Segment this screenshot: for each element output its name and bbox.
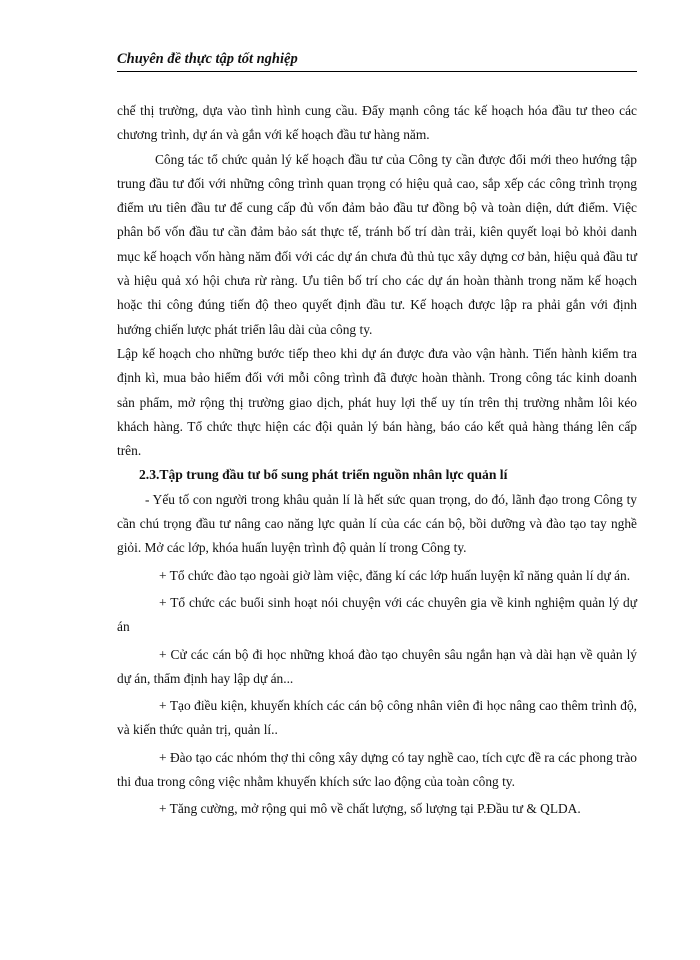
document-body: [117, 99, 637, 822]
bullet-item: + Tạo điều kiện, khuyến khích các cán bộ công nhân viên đi học nâng cao thêm trình độ, và kiến thức quản trị, quản lí..: [117, 698, 637, 738]
paragraph: - Yếu tố con người trong khâu quản lí là hết sức quan trọng, do đó, lãnh đạo trong Công ty cần chú trọng đầu tư nâng cao năng lực quản lí của các cán bộ, bồi dưỡng và đào tạo tay nghề giỏi. Mở các lớp, khóa huấn luyện trình độ quản lí trong Công ty.: [117, 491, 637, 556]
bullet-item: + Tổ chức đào tạo ngoài giờ làm việc, đăng kí các lớp huấn luyện kĩ năng quản lí dự án.: [159, 567, 631, 583]
page-header: [117, 50, 637, 72]
bullet-item: + Đào tạo các nhóm thợ thi công xây dựng có tay nghề cao, tích cực đề ra các phong trào thi đua trong công việc nhằm khuyến khích sức lao động của toàn công ty.: [117, 749, 637, 790]
bullet-item: + Tăng cường, mở rộng qui mô về chất lượng, số lượng tại P.Đầu tư & QLDA.: [159, 801, 581, 817]
paragraph: chế thị trường, dựa vào tình hình cung cầu. Đẩy mạnh công tác kế hoạch hóa đầu tư theo các chương trình, dự án và gắn với kế hoạch đầu tư hàng năm.: [117, 103, 637, 143]
paragraph: Công tác tổ chức quản lý kế hoạch đầu tư của Công ty cần được đổi mới theo hướng tập trung đầu tư đối với những công trình quan trọng có hiệu quả cao, sắp xếp các công trình trọng điểm ưu tiên đầu tư để cung cấp đủ vốn đảm bảo đầu tư đồng bộ và toàn diện, dứt điểm. Việc phân bổ vốn đầu tư cần đảm bảo sát thực tế, tránh bố trí dàn trải, kiên quyết loại bỏ khỏi danh mục kế hoạch vốn hàng năm đối với các dự án chưa đủ thủ tục xây dựng cơ bản, hiệu quả đầu tư và hiệu quả xó hội chưa rừ ràng. Ưu tiên bố trí cho các dự án hoàn thành trong năm kế hoạch hoặc thi công đúng tiến độ theo quyết định đầu tư. Kế hoạch được lập ra phải gắn với định hướng chiến lược phát triển lâu dài của công ty.: [117, 151, 637, 337]
bullet-item: + Tổ chức các buổi sinh hoạt nói chuyện với các chuyên gia về kinh nghiệm quản lý dự án: [117, 594, 637, 635]
header-title: Chuyên đề thực tập tốt nghiệp: [117, 51, 298, 67]
paragraph: Lập kế hoạch cho những bước tiếp theo khi dự án được đưa vào vận hành. Tiến hành kiểm tra định kì, mua bảo hiểm đối với mỗi công trình đã được hoàn thành. Trong công tác kinh doanh sản phẩm, mở rộng thị trường giao dịch, phát huy lợi thế uy tín trên thị trường nhằm lôi kéo khách hàng. Tổ chức thực hiện các đội quản lý bán hàng, báo cáo kết quả hàng tháng lên cấp trên.: [117, 345, 637, 459]
section-heading: 2.3.Tập trung đầu tư bổ sung phát triển nguồn nhân lực quản lí: [139, 467, 508, 483]
bullet-item: + Cử các cán bộ đi học những khoá đào tạo chuyên sâu ngắn hạn và dài hạn về quản lý dự án, thẩm định hay lập dự án...: [117, 646, 637, 686]
